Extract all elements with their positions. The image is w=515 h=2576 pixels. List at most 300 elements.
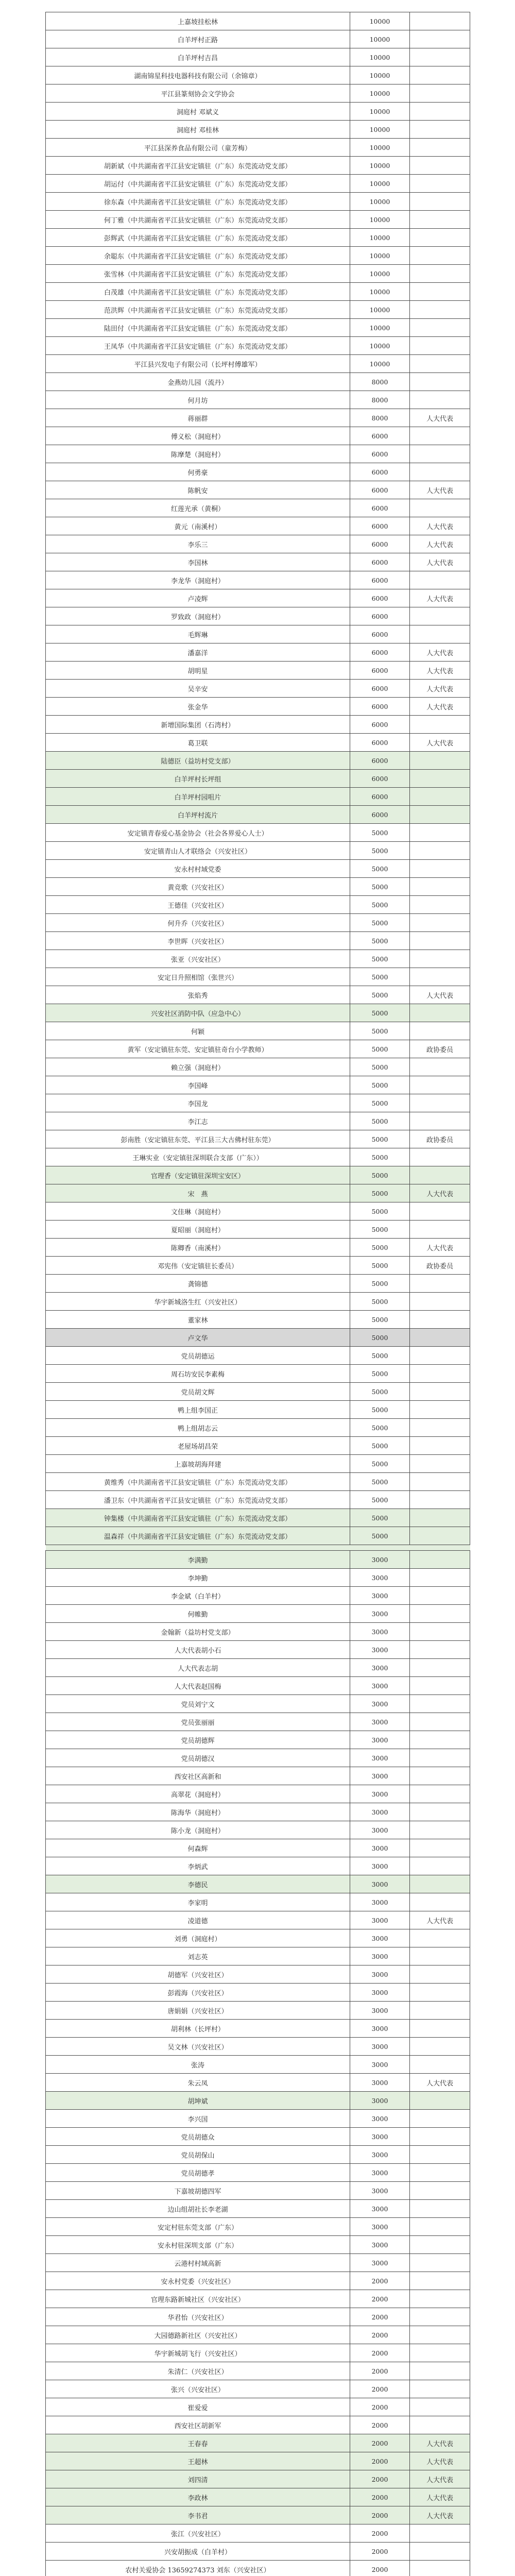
amount-cell: 10000 (350, 211, 410, 229)
table-row (46, 1491, 470, 1509)
amount-cell: 5000 (350, 1148, 410, 1166)
note-cell (410, 2290, 470, 2308)
donor-name-cell: 李坤勤 (46, 1569, 350, 1587)
note-cell (410, 1419, 470, 1437)
donor-name-cell: 刘勇（洞庭村） (46, 1929, 350, 1947)
table-row (46, 265, 470, 283)
donor-name-cell: 宋 燕 (46, 1184, 350, 1202)
note-cell: 人大代表 (410, 643, 470, 662)
donor-name-cell: 党员胡德汉 (46, 1749, 350, 1767)
table-row (46, 48, 470, 66)
donor-name-cell: 何丁雅（中共湖南省平江县安定镇驻（广东）东莞流动党支部） (46, 211, 350, 229)
note-cell (410, 1004, 470, 1022)
table-row (46, 1857, 470, 1875)
table-row (46, 2362, 470, 2380)
amount-cell: 6000 (350, 553, 410, 571)
table-row (46, 1803, 470, 1821)
note-cell (410, 1148, 470, 1166)
donor-name-cell: 张亚（兴安社区） (46, 950, 350, 968)
amount-cell: 6000 (350, 716, 410, 734)
note-cell (410, 1731, 470, 1749)
table-row (46, 1731, 470, 1749)
amount-cell: 6000 (350, 770, 410, 788)
table-row (46, 1767, 470, 1785)
amount-cell: 3000 (350, 1587, 410, 1605)
donor-name-cell: 党员胡保山 (46, 2146, 350, 2164)
table-row (46, 535, 470, 553)
donor-name-cell: 胡明星 (46, 662, 350, 680)
table-row (46, 896, 470, 914)
donation-sheet (45, 12, 470, 2576)
amount-cell: 5000 (350, 1311, 410, 1329)
donor-name-cell: 朱云凤 (46, 2074, 350, 2092)
note-cell (410, 2146, 470, 2164)
amount-cell: 5000 (350, 860, 410, 878)
table-row (46, 1473, 470, 1491)
amount-cell: 2000 (350, 2506, 410, 2524)
table-row (46, 1623, 470, 1641)
note-cell: 政协委员 (410, 1257, 470, 1275)
donor-name-cell: 朱清仁（兴安社区） (46, 2362, 350, 2380)
table-row (46, 66, 470, 84)
amount-cell: 10000 (350, 283, 410, 301)
gap-cell (46, 1545, 470, 1551)
note-cell: 人大代表 (410, 2488, 470, 2506)
donor-name-cell: 李炳武 (46, 1857, 350, 1875)
donor-name-cell: 张雪林（中共湖南省平江县安定镇驻（广东）东莞流动党支部） (46, 265, 350, 283)
table-row (46, 2452, 470, 2470)
amount-cell: 5000 (350, 1293, 410, 1311)
amount-cell: 3000 (350, 2236, 410, 2254)
donor-name-cell: 胡德军（兴安社区） (46, 1965, 350, 1984)
amount-cell: 3000 (350, 1605, 410, 1623)
note-cell: 人大代表 (410, 2452, 470, 2470)
amount-cell: 6000 (350, 589, 410, 607)
donor-name-cell: 湖南锦星科技电器科技有限公司（余锦章） (46, 66, 350, 84)
note-cell (410, 1947, 470, 1965)
note-cell (410, 607, 470, 625)
table-row (46, 1509, 470, 1527)
note-cell (410, 1311, 470, 1329)
donor-name-cell: 官理香（安定镇驻深圳宝安区） (46, 1166, 350, 1184)
table-row (46, 2254, 470, 2272)
note-cell (410, 824, 470, 842)
table-row (46, 1419, 470, 1437)
amount-cell: 10000 (350, 84, 410, 103)
table-row (46, 770, 470, 788)
note-cell (410, 1767, 470, 1785)
note-cell (410, 2398, 470, 2416)
note-cell (410, 968, 470, 986)
amount-cell: 10000 (350, 139, 410, 157)
note-cell (410, 1347, 470, 1365)
amount-cell: 5000 (350, 1527, 410, 1545)
donor-name-cell: 人大代表赵国梅 (46, 1677, 350, 1695)
note-cell (410, 2380, 470, 2398)
donor-name-cell: 李满勤 (46, 1551, 350, 1569)
donor-name-cell: 张兴（兴安社区） (46, 2380, 350, 2398)
donor-name-cell: 吴辛安 (46, 680, 350, 698)
amount-cell: 5000 (350, 1491, 410, 1509)
note-cell (410, 157, 470, 175)
donor-name-cell: 毛辉琳 (46, 625, 350, 643)
amount-cell: 2000 (350, 2398, 410, 2416)
table-row (46, 283, 470, 301)
donor-name-cell: 夏昭丽（洞庭村） (46, 1221, 350, 1239)
amount-cell: 3000 (350, 2164, 410, 2182)
note-cell (410, 1929, 470, 1947)
donor-name-cell: 陈海华（洞庭村） (46, 1803, 350, 1821)
table-row (46, 932, 470, 950)
table-row (46, 824, 470, 842)
donor-name-cell: 人大代表胡小石 (46, 1641, 350, 1659)
donor-name-cell: 王琳实业（安定镇驻深圳联合支部（广东）） (46, 1148, 350, 1166)
table-row (46, 1401, 470, 1419)
table-row (46, 1112, 470, 1130)
table-row (46, 860, 470, 878)
note-cell (410, 914, 470, 932)
amount-cell: 10000 (350, 355, 410, 373)
amount-cell: 3000 (350, 2074, 410, 2092)
donor-name-cell: 西安社区高新和 (46, 1767, 350, 1785)
table-row (46, 247, 470, 265)
amount-cell: 3000 (350, 2182, 410, 2200)
donor-name-cell: 彭霞海（兴安社区） (46, 1984, 350, 2002)
amount-cell: 2000 (350, 2561, 410, 2576)
amount-cell: 10000 (350, 301, 410, 319)
note-cell (410, 896, 470, 914)
note-cell: 人大代表 (410, 662, 470, 680)
donor-name-cell: 平江县篆刻协会文学协会 (46, 84, 350, 103)
note-cell: 人大代表 (410, 2434, 470, 2452)
donor-name-cell: 安永村党委（兴安社区） (46, 2272, 350, 2290)
note-cell (410, 1713, 470, 1731)
table-row (46, 30, 470, 48)
note-cell (410, 806, 470, 824)
note-cell (410, 247, 470, 265)
amount-cell: 3000 (350, 2002, 410, 2020)
amount-cell: 5000 (350, 1455, 410, 1473)
table-row (46, 1659, 470, 1677)
note-cell: 人大代表 (410, 517, 470, 535)
table-row (46, 1551, 470, 1569)
amount-cell: 6000 (350, 445, 410, 463)
donor-name-cell: 卢凌辉 (46, 589, 350, 607)
table-row (46, 319, 470, 337)
amount-cell: 2000 (350, 2344, 410, 2362)
donor-name-cell: 云港村村域高新 (46, 2254, 350, 2272)
amount-cell: 6000 (350, 698, 410, 716)
note-cell (410, 1166, 470, 1184)
donor-name-cell: 上嘉坡挂松林 (46, 12, 350, 30)
donor-name-cell: 鸭上组李国正 (46, 1401, 350, 1419)
amount-cell: 2000 (350, 2380, 410, 2398)
amount-cell: 6000 (350, 499, 410, 517)
donor-name-cell: 龚锦德 (46, 1275, 350, 1293)
table-row (46, 716, 470, 734)
donor-name-cell: 白羊坪村正路 (46, 30, 350, 48)
amount-cell: 3000 (350, 1965, 410, 1984)
table-row (46, 2326, 470, 2344)
amount-cell: 2000 (350, 2488, 410, 2506)
amount-cell: 2000 (350, 2524, 410, 2543)
amount-cell: 6000 (350, 535, 410, 553)
table-row (46, 1004, 470, 1022)
donor-name-cell: 何月坊 (46, 391, 350, 409)
donor-name-cell: 胡新斌（中共湖南省平江县安定镇驻（广东）东莞流动党支部） (46, 157, 350, 175)
table-row (46, 1076, 470, 1094)
note-cell (410, 2524, 470, 2543)
table-row (46, 175, 470, 193)
note-cell (410, 193, 470, 211)
amount-cell: 10000 (350, 157, 410, 175)
amount-cell: 5000 (350, 914, 410, 932)
note-cell (410, 355, 470, 373)
donor-name-cell: 白羊坪村长坪组 (46, 770, 350, 788)
note-cell: 人大代表 (410, 1239, 470, 1257)
table-row (46, 1785, 470, 1803)
table-row (46, 1094, 470, 1112)
amount-cell: 10000 (350, 12, 410, 30)
amount-cell: 10000 (350, 175, 410, 193)
table-row (46, 1058, 470, 1076)
table-row (46, 391, 470, 409)
donor-name-cell: 胡坤斌 (46, 2092, 350, 2110)
amount-cell: 5000 (350, 932, 410, 950)
note-cell (410, 1455, 470, 1473)
amount-cell: 8000 (350, 391, 410, 409)
donor-name-cell: 张涛 (46, 2056, 350, 2074)
note-cell (410, 427, 470, 445)
table-row (46, 517, 470, 535)
donor-name-cell: 安定镇青山人才联络会（兴安社区） (46, 842, 350, 860)
amount-cell: 3000 (350, 2218, 410, 2236)
amount-cell: 3000 (350, 1731, 410, 1749)
table-row (46, 914, 470, 932)
table-row (46, 1202, 470, 1221)
donor-name-cell: 官理东路新城社区（兴安社区） (46, 2290, 350, 2308)
amount-cell: 3000 (350, 1695, 410, 1713)
donor-name-cell: 下嘉坡胡德四军 (46, 2182, 350, 2200)
donor-name-cell: 白羊坪村吉昌 (46, 48, 350, 66)
table-row (46, 2380, 470, 2398)
amount-cell: 3000 (350, 1677, 410, 1695)
donor-name-cell: 红莲光承（黄桐） (46, 499, 350, 517)
table-row (46, 2002, 470, 2020)
note-cell (410, 265, 470, 283)
note-cell (410, 2164, 470, 2182)
table-row (46, 1911, 470, 1929)
donor-name-cell: 李政林 (46, 2488, 350, 2506)
table-row (46, 1749, 470, 1767)
donor-name-cell: 华君怡（兴安社区） (46, 2308, 350, 2326)
table-row (46, 2182, 470, 2200)
table-row (46, 2290, 470, 2308)
note-cell (410, 1785, 470, 1803)
table-row (46, 2164, 470, 2182)
donor-name-cell: 陆田付（中共湖南省平江县安定镇驻（广东）东莞流动党支部） (46, 319, 350, 337)
amount-cell: 3000 (350, 2110, 410, 2128)
amount-cell: 5000 (350, 842, 410, 860)
donor-name-cell: 王春春 (46, 2434, 350, 2452)
note-cell (410, 1695, 470, 1713)
note-cell (410, 752, 470, 770)
amount-cell: 2000 (350, 2416, 410, 2434)
donor-name-cell: 李国林 (46, 553, 350, 571)
amount-cell: 3000 (350, 1839, 410, 1857)
donor-name-cell: 李德民 (46, 1875, 350, 1893)
amount-cell: 5000 (350, 1239, 410, 1257)
table-gap-row (46, 1545, 470, 1551)
amount-cell: 6000 (350, 734, 410, 752)
table-row (46, 157, 470, 175)
note-cell (410, 283, 470, 301)
table-row (46, 193, 470, 211)
amount-cell: 5000 (350, 824, 410, 842)
donor-name-cell: 上嘉坡胡海拜建 (46, 1455, 350, 1473)
table-row (46, 2398, 470, 2416)
table-row (46, 625, 470, 643)
table-row (46, 1984, 470, 2002)
note-cell (410, 1365, 470, 1383)
table-row (46, 662, 470, 680)
table-row (46, 2146, 470, 2164)
note-cell (410, 1875, 470, 1893)
table-row (46, 2470, 470, 2488)
donor-name-cell: 卢文华 (46, 1329, 350, 1347)
donor-name-cell: 胡利林（长坪村） (46, 2020, 350, 2038)
amount-cell: 5000 (350, 1419, 410, 1437)
donor-name-cell: 邓宪伟（安定镇驻长委员） (46, 1257, 350, 1275)
table-row (46, 607, 470, 625)
amount-cell: 8000 (350, 373, 410, 391)
note-cell (410, 1587, 470, 1605)
donor-name-cell: 高翠花（洞庭村） (46, 1785, 350, 1803)
donor-name-cell: 吴文林（兴安社区） (46, 2038, 350, 2056)
table-row (46, 2524, 470, 2543)
donor-name-cell: 平江县深养食品有限公司（童芳梅） (46, 139, 350, 157)
amount-cell: 3000 (350, 2128, 410, 2146)
amount-cell: 5000 (350, 1329, 410, 1347)
amount-cell: 3000 (350, 1749, 410, 1767)
table-row (46, 698, 470, 716)
donor-name-cell: 党员刘宁文 (46, 1695, 350, 1713)
donor-name-cell: 黄维秀（中共湖南省平江县安定镇驻（广东）东莞流动党支部） (46, 1473, 350, 1491)
note-cell (410, 1677, 470, 1695)
table-row (46, 752, 470, 770)
amount-cell: 6000 (350, 752, 410, 770)
donor-name-cell: 党员胡德运 (46, 1347, 350, 1365)
amount-cell: 5000 (350, 1347, 410, 1365)
note-cell: 人大代表 (410, 409, 470, 427)
note-cell (410, 1275, 470, 1293)
table-row (46, 2092, 470, 2110)
amount-cell: 10000 (350, 265, 410, 283)
table-row (46, 481, 470, 499)
table-row (46, 337, 470, 355)
note-cell (410, 103, 470, 121)
note-cell (410, 499, 470, 517)
donor-name-cell: 李龙华（洞庭村） (46, 571, 350, 589)
donor-name-cell: 安定村驻东莞支部（广东） (46, 2218, 350, 2236)
donor-name-cell: 安定日升照相馆（张世兴） (46, 968, 350, 986)
table-row (46, 2056, 470, 2074)
amount-cell: 3000 (350, 1893, 410, 1911)
table-row (46, 1455, 470, 1473)
amount-cell: 5000 (350, 1257, 410, 1275)
table-row (46, 1641, 470, 1659)
donor-name-cell: 白羊坪村流片 (46, 806, 350, 824)
note-cell (410, 48, 470, 66)
amount-cell: 10000 (350, 193, 410, 211)
donor-name-cell: 陈小龙（洞庭村） (46, 1821, 350, 1839)
note-cell (410, 1984, 470, 2002)
amount-cell: 3000 (350, 1875, 410, 1893)
amount-cell: 5000 (350, 1184, 410, 1202)
donor-name-cell: 陈摩楚（洞庭村） (46, 445, 350, 463)
table-row (46, 1569, 470, 1587)
donor-name-cell: 西安社区胡新军 (46, 2416, 350, 2434)
note-cell (410, 84, 470, 103)
donor-name-cell: 李江志 (46, 1112, 350, 1130)
donor-name-cell: 老屋场胡昌荣 (46, 1437, 350, 1455)
donor-name-cell: 党员胡德孝 (46, 2164, 350, 2182)
amount-cell: 5000 (350, 878, 410, 896)
table-row (46, 2308, 470, 2326)
table-row (46, 878, 470, 896)
note-cell (410, 2308, 470, 2326)
amount-cell: 6000 (350, 625, 410, 643)
donor-name-cell: 人大代表志胡 (46, 1659, 350, 1677)
note-cell (410, 211, 470, 229)
donor-name-cell: 崔爱爱 (46, 2398, 350, 2416)
table-row (46, 680, 470, 698)
donor-name-cell: 赖立强（洞庭村） (46, 1058, 350, 1076)
donor-name-cell: 唐娟娟（兴安社区） (46, 2002, 350, 2020)
donor-name-cell: 华宇新城洛生红（兴安社区） (46, 1293, 350, 1311)
amount-cell: 3000 (350, 1569, 410, 1587)
table-row (46, 12, 470, 30)
note-cell (410, 2128, 470, 2146)
note-cell (410, 1857, 470, 1875)
amount-cell: 6000 (350, 463, 410, 481)
table-row (46, 1293, 470, 1311)
donor-name-cell: 大园德路新社区（兴安社区） (46, 2326, 350, 2344)
table-row (46, 589, 470, 607)
amount-cell: 10000 (350, 121, 410, 139)
donor-name-cell: 徐东森（中共湖南省平江县安定镇驻（广东）东莞流动党支部） (46, 193, 350, 211)
amount-cell: 5000 (350, 1437, 410, 1455)
donor-name-cell: 洞庭村 邓桂林 (46, 121, 350, 139)
note-cell (410, 1821, 470, 1839)
note-cell (410, 788, 470, 806)
donor-name-cell: 李兴国 (46, 2110, 350, 2128)
table-row (46, 1527, 470, 1545)
table-row (46, 986, 470, 1004)
donor-name-cell: 陈卿香（南溪村） (46, 1239, 350, 1257)
table-row (46, 2128, 470, 2146)
donor-name-cell: 张焰秀 (46, 986, 350, 1004)
note-cell (410, 12, 470, 30)
note-cell (410, 1659, 470, 1677)
donor-name-cell: 边山组胡社长李老湖 (46, 2200, 350, 2218)
donor-name-cell: 温森祥（中共湖南省平江县安定镇驻（广东）东莞流动党支部） (46, 1527, 350, 1545)
table-row (46, 1965, 470, 1984)
amount-cell: 10000 (350, 30, 410, 48)
note-cell (410, 2362, 470, 2380)
table-row (46, 1875, 470, 1893)
amount-cell: 3000 (350, 1659, 410, 1677)
